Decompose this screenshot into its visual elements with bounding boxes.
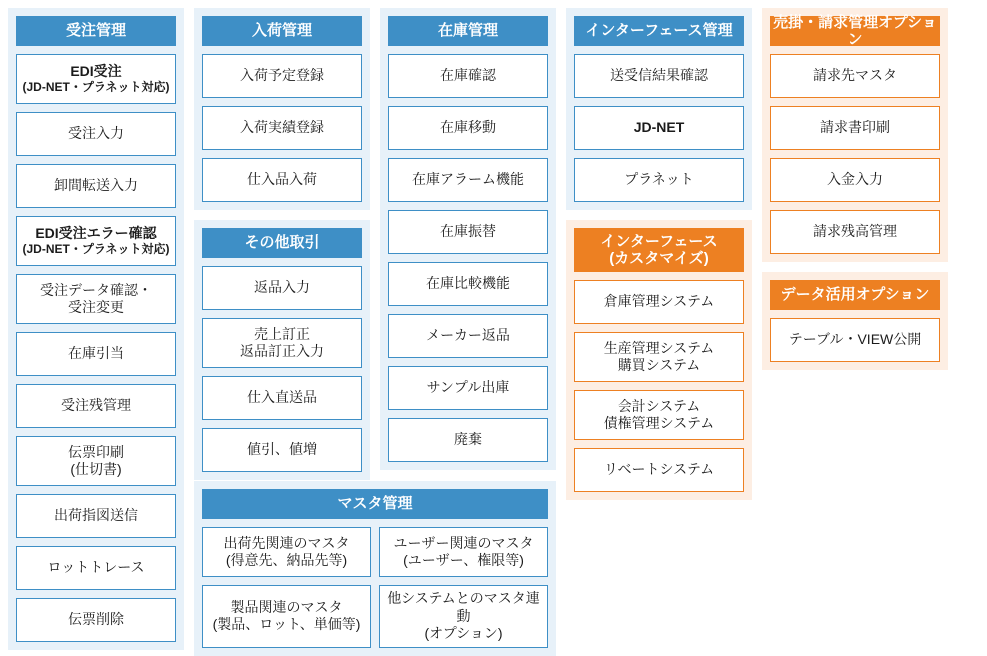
item-slip-delete[interactable] <box>16 598 176 642</box>
item-lot-trace[interactable] <box>16 546 176 590</box>
item-return-entry[interactable] <box>202 266 362 310</box>
item-label2: (ユーザー、権限等) <box>403 552 524 568</box>
column-interface-management <box>566 8 752 500</box>
item-label: 入荷実績登録 <box>240 119 324 136</box>
panel-header-billing-options: 売掛・請求管理オプション <box>770 16 940 46</box>
item-label: JD-NET <box>633 119 685 136</box>
item-billing-destination-master[interactable] <box>770 54 940 98</box>
panel-header-inventory-management: 在庫管理 <box>388 16 548 46</box>
item-label: 入荷予定登録 <box>240 67 324 84</box>
item-label: 在庫確認 <box>440 67 496 84</box>
item-label: EDI受注 <box>70 62 122 79</box>
panel-header-master-management: マスタ管理 <box>202 489 548 519</box>
item-receiving-plan-entry[interactable] <box>202 54 362 98</box>
item-edi-order[interactable] <box>16 54 176 104</box>
item-label: 出荷先関連のマスタ <box>223 534 350 551</box>
column-billing-options <box>762 8 948 370</box>
item-inventory-comparison[interactable] <box>388 262 548 306</box>
item-label2: 返品訂正入力 <box>240 343 324 359</box>
item-label: 送受信結果確認 <box>610 67 708 84</box>
panel-header-line1: インターフェース <box>600 232 718 250</box>
item-sales-correction-return-correction-entry[interactable] <box>202 318 362 368</box>
item-label: 請求残高管理 <box>813 223 897 240</box>
item-purchased-goods-receiving[interactable] <box>202 158 362 202</box>
item-transmission-result-check[interactable] <box>574 54 744 98</box>
panel-header-receiving-management: 入荷管理 <box>202 16 362 46</box>
item-inventory-transfer[interactable] <box>388 210 548 254</box>
item-label: 仕入直送品 <box>247 389 317 406</box>
item-label: ロットトレース <box>47 559 145 576</box>
item-label: 他システムとのマスタ連動 <box>387 590 540 624</box>
item-product-related-master[interactable] <box>202 585 371 648</box>
item-label2: (得意先、納品先等) <box>225 552 348 568</box>
item-slip-printing[interactable] <box>16 436 176 486</box>
item-label: リベートシステム <box>603 461 715 478</box>
item-label: 会計システム <box>617 397 701 414</box>
column-receiving-management <box>194 8 370 480</box>
item-table-view-publication[interactable] <box>770 318 940 362</box>
item-label: 受注データ確認・ <box>40 281 152 298</box>
item-payment-entry[interactable] <box>770 158 940 202</box>
item-label: 仕入品入荷 <box>247 171 317 188</box>
item-label2: (製品、ロット、単価等) <box>212 616 361 633</box>
panel-header-interface-custom <box>574 228 744 272</box>
panel-receiving-management <box>194 8 370 210</box>
item-label: 返品入力 <box>254 279 310 296</box>
item-sample-shipment[interactable] <box>388 366 548 410</box>
item-warehouse-management-system[interactable] <box>574 280 744 324</box>
panel-header-other-transactions: その他取引 <box>202 228 362 258</box>
column-inventory-management <box>380 8 556 470</box>
item-accounting-receivables-system[interactable] <box>574 390 744 440</box>
item-label: 在庫比較機能 <box>426 275 510 292</box>
item-label: 生産管理システム <box>603 339 715 356</box>
item-wholesale-transfer-entry[interactable] <box>16 164 176 208</box>
item-label: 請求書印刷 <box>820 119 890 136</box>
item-edi-order-error-check[interactable] <box>16 216 176 266</box>
item-order-data-check-change[interactable] <box>16 274 176 324</box>
item-inventory-move[interactable] <box>388 106 548 150</box>
panel-inventory-management <box>380 8 556 470</box>
item-label2: (仕切書) <box>70 461 122 477</box>
item-sublabel: (JD-NET・プラネット対応) <box>22 80 170 95</box>
item-label: 在庫引当 <box>68 345 124 362</box>
item-inventory-alarm[interactable] <box>388 158 548 202</box>
item-label2: 受注変更 <box>68 299 124 315</box>
item-label: 卸間転送入力 <box>54 177 138 194</box>
item-backorder-management[interactable] <box>16 384 176 428</box>
item-label: 廃棄 <box>454 431 482 448</box>
panel-interface-custom <box>566 220 752 500</box>
column-receiving-and-master <box>194 8 370 480</box>
item-order-entry[interactable] <box>16 112 176 156</box>
item-label: プラネット <box>624 171 694 188</box>
item-label: 売上訂正 <box>254 325 310 342</box>
item-label: 製品関連のマスタ <box>230 598 343 615</box>
panel-interface-management <box>566 8 752 210</box>
panel-master-management <box>194 481 556 656</box>
item-planet[interactable] <box>574 158 744 202</box>
panel-header-order-management: 受注管理 <box>16 16 176 46</box>
item-label: 倉庫管理システム <box>603 293 715 310</box>
panel-data-utilization-options <box>762 272 948 370</box>
item-billing-balance-management[interactable] <box>770 210 940 254</box>
item-sublabel: (JD-NET・プラネット対応) <box>22 242 170 257</box>
item-inventory-check[interactable] <box>388 54 548 98</box>
item-production-purchasing-system[interactable] <box>574 332 744 382</box>
item-label: 在庫移動 <box>440 119 496 136</box>
item-label: 受注残管理 <box>61 397 131 414</box>
item-label: ユーザー関連のマスタ <box>393 534 534 551</box>
item-rebate-system[interactable] <box>574 448 744 492</box>
item-discount-surcharge[interactable] <box>202 428 362 472</box>
item-inventory-allocation[interactable] <box>16 332 176 376</box>
item-label2: (オプション) <box>424 625 503 641</box>
panel-header-data-utilization-options: データ活用オプション <box>770 280 940 310</box>
item-receiving-actual-entry[interactable] <box>202 106 362 150</box>
panel-order-management <box>8 8 184 650</box>
column-order-management <box>8 8 184 650</box>
item-label: 在庫振替 <box>440 223 496 240</box>
item-invoice-printing[interactable] <box>770 106 940 150</box>
item-label: 受注入力 <box>68 125 124 142</box>
item-label: 請求先マスタ <box>813 67 897 84</box>
item-label: メーカー返品 <box>426 327 510 344</box>
item-shipping-destination-master[interactable] <box>202 527 371 577</box>
item-label2: 購買システム <box>617 357 701 373</box>
item-label: 伝票印刷 <box>68 443 124 460</box>
item-label: 値引、値増 <box>247 441 317 458</box>
item-maker-return[interactable] <box>388 314 548 358</box>
item-label: EDI受注エラー確認 <box>35 224 157 241</box>
item-direct-shipment-purchase[interactable] <box>202 376 362 420</box>
item-shipping-instruction-send[interactable] <box>16 494 176 538</box>
item-disposal[interactable] <box>388 418 548 462</box>
item-external-system-master-link[interactable] <box>379 585 548 648</box>
panel-billing-options <box>762 8 948 262</box>
item-jd-net[interactable] <box>574 106 744 150</box>
panel-header-line2: (カスタマイズ) <box>609 250 709 267</box>
item-label2: 債権管理システム <box>603 415 715 431</box>
panel-other-transactions <box>194 220 370 480</box>
item-user-related-master[interactable] <box>379 527 548 577</box>
item-label: 在庫アラーム機能 <box>412 171 524 188</box>
item-label: テーブル・VIEW公開 <box>788 331 922 348</box>
item-label: 出荷指図送信 <box>54 507 138 524</box>
panel-header-interface-management: インターフェース管理 <box>574 16 744 46</box>
item-label: 伝票削除 <box>68 611 124 628</box>
item-label: 入金入力 <box>827 171 883 188</box>
item-label: サンプル出庫 <box>426 379 510 396</box>
master-grid <box>202 527 548 648</box>
